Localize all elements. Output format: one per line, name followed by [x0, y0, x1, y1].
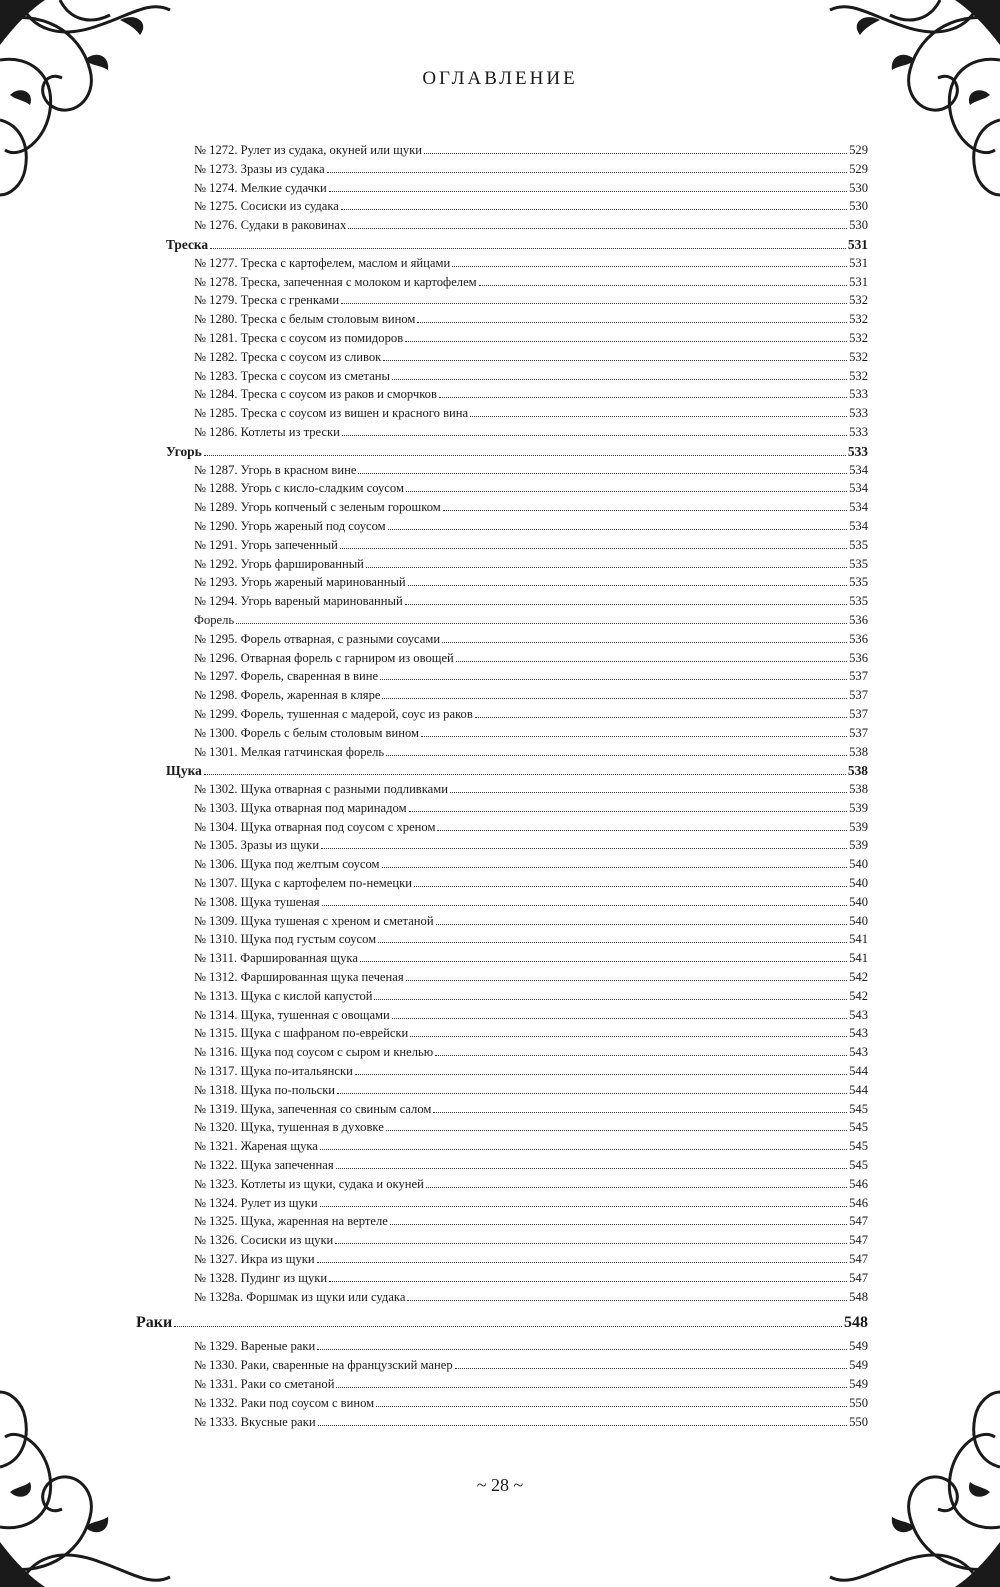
dot-leader: [426, 1187, 847, 1188]
toc-entry-page: 542: [849, 970, 868, 985]
toc-entry[interactable]: [166, 688, 868, 707]
toc-entry-title: № 1280. Треска с белым столовым вином: [194, 312, 416, 327]
toc-section-heading[interactable]: [166, 763, 868, 782]
dot-leader: [348, 228, 847, 229]
toc-entry[interactable]: [166, 1120, 868, 1139]
toc-entry-title: № 1307. Щука с картофелем по-немецки: [194, 876, 412, 891]
toc-entry[interactable]: [166, 481, 868, 500]
toc-entry-page: 530: [849, 218, 868, 233]
dot-leader: [376, 1406, 847, 1407]
toc-entry-page: 548: [849, 1289, 868, 1304]
toc-entry-title: № 1330. Раки, сваренные на французский манер: [194, 1358, 453, 1373]
toc-entry-title: № 1285. Треска с соусом из вишен и красного вина: [194, 406, 469, 421]
toc-entry-title: № 1312. Фаршированная щука печеная: [194, 970, 404, 985]
toc-entry-page: 545: [849, 1139, 868, 1154]
toc-entry[interactable]: [166, 895, 868, 914]
toc-entry-title: № 1295. Форель отварная, с разными соусами: [194, 631, 441, 646]
dot-leader: [360, 961, 847, 962]
toc-entry-page: 535: [849, 556, 868, 571]
toc-entry-title: № 1288. Угорь с кисло-сладким соусом: [194, 481, 404, 496]
dot-leader: [386, 1130, 847, 1131]
toc-entry-page: 540: [849, 894, 868, 909]
dot-leader: [414, 886, 847, 887]
toc-entry[interactable]: [166, 312, 868, 331]
toc-entry-page: 533: [847, 443, 868, 459]
toc-entry-title: № 1298. Форель, жаренная в кляре: [194, 688, 381, 703]
dot-leader: [355, 1074, 847, 1075]
toc-entry-page: 547: [849, 1270, 868, 1285]
dot-leader: [366, 567, 847, 568]
dot-leader: [390, 1224, 847, 1225]
toc-entry-page: 537: [849, 706, 868, 721]
toc-entry[interactable]: [166, 1233, 868, 1252]
toc-entry[interactable]: [166, 1339, 868, 1358]
toc-entry[interactable]: [166, 463, 868, 482]
toc-entry-page: 531: [847, 236, 868, 252]
toc-entry[interactable]: [166, 387, 868, 406]
toc-entry-title: № 1313. Щука с кислой капустой: [194, 988, 373, 1003]
toc-entry-page: 543: [849, 1007, 868, 1022]
toc-entry[interactable]: [166, 1377, 868, 1396]
toc-entry-page: 544: [849, 1064, 868, 1079]
toc-entry[interactable]: [166, 876, 868, 895]
toc-entry[interactable]: [166, 857, 868, 876]
dot-leader: [382, 698, 847, 699]
dot-leader: [321, 848, 847, 849]
dot-leader: [437, 830, 847, 831]
toc-entry-title: № 1328а. Форшмак из щуки или судака: [194, 1289, 406, 1304]
toc-entry-title: № 1304. Щука отварная под соусом с хреном: [194, 819, 436, 834]
dot-leader: [407, 1300, 847, 1301]
dot-leader: [388, 529, 847, 530]
toc-entry[interactable]: [166, 256, 868, 275]
toc-entry-title: № 1324. Рулет из щуки: [194, 1195, 318, 1210]
toc-entry[interactable]: [166, 425, 868, 444]
toc-entry[interactable]: [166, 1196, 868, 1215]
dot-leader: [456, 661, 847, 662]
toc-entry-title: № 1308. Щука тушеная: [194, 894, 320, 909]
toc-entry-title: № 1309. Щука тушеная с хреном и сметаной: [194, 913, 434, 928]
dot-leader: [383, 360, 847, 361]
toc-entry-page: 539: [849, 800, 868, 815]
toc-entry-title: № 1291. Угорь запеченный: [194, 537, 338, 552]
dot-leader: [406, 491, 847, 492]
dot-leader: [405, 604, 847, 605]
toc-entry-page: 539: [849, 819, 868, 834]
toc-entry-page: 547: [849, 1233, 868, 1248]
dot-leader: [236, 623, 847, 624]
toc-entry-title: № 1275. Сосиски из судака: [194, 199, 339, 214]
toc-entry-page: 544: [849, 1082, 868, 1097]
toc-entry-title: № 1276. Судаки в раковинах: [194, 218, 347, 233]
toc-entry[interactable]: [166, 143, 868, 162]
toc-entry[interactable]: [166, 218, 868, 237]
toc-entry-title: Форель: [194, 612, 235, 627]
toc-section-heading[interactable]: [166, 444, 868, 463]
toc-entry-title: № 1278. Треска, запеченная с молоком и картофелем: [194, 274, 477, 289]
dot-leader: [320, 1206, 847, 1207]
toc-entry[interactable]: [166, 181, 868, 200]
toc-entry[interactable]: [166, 669, 868, 688]
toc-entry-page: 540: [849, 876, 868, 891]
dot-leader: [317, 1349, 847, 1350]
toc-entry[interactable]: [166, 1158, 868, 1177]
toc-entry-title: Угорь: [166, 443, 202, 459]
toc-entry-title: № 1277. Треска с картофелем, маслом и яйцами: [194, 255, 451, 270]
toc-entry-title: № 1294. Угорь вареный маринованный: [194, 594, 403, 609]
toc-entry-page: 541: [849, 951, 868, 966]
dot-leader: [329, 1281, 847, 1282]
toc-entry-page: 537: [849, 725, 868, 740]
toc-entry-page: 535: [849, 594, 868, 609]
toc-entry-page: 545: [849, 1120, 868, 1135]
toc-entry-page: 536: [849, 631, 868, 646]
toc-entry-page: 545: [849, 1158, 868, 1173]
dot-leader: [436, 924, 848, 925]
toc-entry[interactable]: [166, 1358, 868, 1377]
toc-entry[interactable]: [166, 1026, 868, 1045]
toc-entry-page: 529: [849, 143, 868, 157]
dot-leader: [336, 1168, 847, 1169]
toc-entry-page: 529: [849, 161, 868, 176]
toc-entry[interactable]: [166, 632, 868, 651]
toc-entry[interactable]: [166, 350, 868, 369]
dot-leader: [435, 1055, 847, 1056]
toc-entry-page: 533: [849, 424, 868, 439]
toc-entry-page: 538: [849, 744, 868, 759]
toc-entry-title: Щука: [166, 763, 202, 779]
toc-entry[interactable]: [166, 1045, 868, 1064]
toc-entry-title: № 1323. Котлеты из щуки, судака и окуней: [194, 1176, 424, 1191]
toc-entry-page: 550: [849, 1414, 868, 1429]
toc-entry-page: 530: [849, 199, 868, 214]
toc-entry[interactable]: [166, 989, 868, 1008]
toc-entry-title: № 1292. Угорь фаршированный: [194, 556, 364, 571]
toc-entry[interactable]: [166, 1083, 868, 1102]
toc-entry-title: № 1305. Зразы из щуки: [194, 838, 320, 853]
toc-entry-page: 547: [849, 1214, 868, 1229]
toc-entry[interactable]: [166, 594, 868, 613]
dot-leader: [409, 811, 848, 812]
toc-entry[interactable]: [166, 951, 868, 970]
toc-entry-title: № 1321. Жареная щука: [194, 1139, 318, 1154]
dot-leader: [204, 774, 846, 775]
toc-entry-page: 531: [849, 255, 868, 270]
toc-entry-title: № 1332. Раки под соусом с вином: [194, 1395, 375, 1410]
toc-entry-page: 543: [849, 1045, 868, 1060]
toc-entry-title: № 1302. Щука отварная с разными подливками: [194, 782, 448, 797]
toc-entry[interactable]: [166, 651, 868, 670]
toc-entry-page: 550: [849, 1395, 868, 1410]
dot-leader: [320, 1149, 847, 1150]
toc-entry-page: 549: [849, 1377, 868, 1391]
toc-entry[interactable]: [166, 707, 868, 726]
toc-entry[interactable]: [166, 1008, 868, 1027]
toc-entry-page: 535: [849, 537, 868, 552]
dot-leader: [443, 510, 847, 511]
toc-entry-page: 538: [847, 763, 868, 779]
toc-entry-title: Треска: [166, 236, 209, 252]
toc-entry-page: 531: [849, 274, 868, 289]
toc-entry-title: № 1287. Угорь в красном вине: [194, 462, 357, 477]
page-title: ОГЛАВЛЕНИЕ: [422, 68, 578, 89]
dot-leader: [329, 191, 847, 192]
toc-entry-title: № 1299. Форель, тушенная с мадерой, соус из раков: [194, 706, 473, 721]
toc-entry-title: № 1316. Щука под соусом с сыром и кнелью: [194, 1045, 434, 1060]
dot-leader: [335, 1243, 847, 1244]
toc-entry-page: 535: [849, 575, 868, 590]
toc-entry-page: 537: [849, 669, 868, 684]
toc-entry-page: 536: [849, 612, 868, 627]
toc-entry-page: 532: [849, 330, 868, 345]
dot-leader: [386, 755, 847, 756]
toc-entry-page: 549: [849, 1358, 868, 1373]
toc-entry[interactable]: [166, 199, 868, 218]
dot-leader: [317, 1262, 847, 1263]
toc-entry-title: № 1279. Треска с гренками: [194, 293, 340, 308]
toc-entry[interactable]: [166, 838, 868, 857]
toc-entry-page: 537: [849, 688, 868, 703]
toc-section-heading[interactable]: [166, 237, 868, 256]
dot-leader: [336, 1387, 847, 1388]
dot-leader: [392, 379, 847, 380]
toc-entry[interactable]: [166, 1214, 868, 1233]
table-of-contents: [136, 143, 868, 1433]
toc-entry-page: 534: [849, 462, 868, 477]
dot-leader: [417, 322, 847, 323]
toc-entry-page: 538: [849, 782, 868, 797]
toc-entry[interactable]: [166, 575, 868, 594]
dot-leader: [341, 209, 847, 210]
dot-leader: [433, 1112, 847, 1113]
toc-entry-page: 532: [849, 368, 868, 383]
toc-entry-page: 532: [849, 349, 868, 364]
toc-entry-page: 534: [849, 518, 868, 533]
toc-entry-title: № 1319. Щука, запеченная со свиным салом: [194, 1101, 432, 1116]
toc-entry-page: 530: [849, 180, 868, 195]
toc-entry-page: 546: [849, 1176, 868, 1191]
toc-entry-title: № 1317. Щука по-итальянски: [194, 1064, 353, 1079]
toc-entry[interactable]: [166, 1396, 868, 1415]
toc-entry-title: № 1306. Щука под желтым соусом: [194, 857, 380, 872]
dot-leader: [452, 266, 847, 267]
dot-leader: [421, 736, 847, 737]
toc-entry[interactable]: [166, 1252, 868, 1271]
toc-entry-title: № 1328. Пудинг из щуки: [194, 1270, 328, 1285]
toc-entry[interactable]: [166, 1102, 868, 1121]
toc-entry[interactable]: [166, 293, 868, 312]
toc-entry-title: № 1297. Форель, сваренная в вине: [194, 669, 379, 684]
dot-leader: [450, 792, 847, 793]
toc-entry-page: 532: [849, 293, 868, 308]
toc-entry-title: № 1320. Щука, тушенная в духовке: [194, 1120, 384, 1135]
toc-entry-page: 532: [849, 312, 868, 327]
toc-entry-title: № 1301. Мелкая гатчинская форель: [194, 744, 385, 759]
dot-leader: [204, 455, 846, 456]
toc-entry[interactable]: [166, 801, 868, 820]
toc-entry-title: № 1322. Щука запеченная: [194, 1158, 334, 1173]
dot-leader: [358, 473, 847, 474]
toc-entry[interactable]: [166, 500, 868, 519]
toc-entry[interactable]: [166, 914, 868, 933]
dot-leader: [340, 548, 847, 549]
toc-entry-page: 549: [849, 1339, 868, 1354]
toc-entry-title: № 1274. Мелкие судачки: [194, 180, 327, 195]
toc-entry-page: 540: [849, 913, 868, 928]
toc-entry-page: 534: [849, 500, 868, 515]
toc-entry[interactable]: [166, 726, 868, 745]
toc-entry-title: № 1311. Фаршированная щука: [194, 951, 358, 966]
toc-entry-page: 548: [844, 1314, 868, 1332]
toc-entry-title: № 1283. Треска с соусом из сметаны: [194, 368, 390, 383]
dot-leader: [337, 1093, 847, 1094]
toc-entry-title: № 1290. Угорь жареный под соусом: [194, 518, 386, 533]
dot-leader: [392, 1018, 847, 1019]
toc-entry[interactable]: [166, 745, 868, 764]
toc-chapter-heading[interactable]: [136, 1314, 868, 1337]
dot-leader: [475, 717, 847, 718]
dot-leader: [424, 153, 847, 154]
toc-entry-title: № 1272. Рулет из судака, окуней или щуки: [194, 143, 423, 157]
toc-entry[interactable]: [166, 557, 868, 576]
toc-entry-page: 539: [849, 838, 868, 853]
toc-entry[interactable]: [166, 1415, 868, 1434]
toc-entry[interactable]: [166, 932, 868, 951]
toc-entry-page: 546: [849, 1195, 868, 1210]
dot-leader: [342, 435, 847, 436]
dot-leader: [341, 303, 847, 304]
toc-entry-title: № 1273. Зразы из судака: [194, 161, 325, 176]
toc-entry-title: № 1286. Котлеты из трески: [194, 424, 340, 439]
dot-leader: [455, 1368, 847, 1369]
page-number: ~ 28 ~: [476, 1475, 524, 1495]
dot-leader: [439, 397, 847, 398]
toc-entry[interactable]: [166, 406, 868, 425]
toc-entry-title: № 1329. Вареные раки: [194, 1339, 316, 1354]
toc-entry-title: № 1318. Щука по-польски: [194, 1082, 336, 1097]
toc-entry-page: 542: [849, 988, 868, 1003]
toc-entry-title: № 1310. Щука под густым соусом: [194, 932, 377, 947]
dot-leader: [327, 172, 847, 173]
toc-entry-title: № 1284. Треска с соусом из раков и сморчков: [194, 387, 437, 402]
dot-leader: [410, 1036, 847, 1037]
dot-leader: [442, 642, 847, 643]
toc-entry-page: 533: [849, 406, 868, 421]
toc-entry-page: 545: [849, 1101, 868, 1116]
toc-entry[interactable]: [166, 162, 868, 181]
dot-leader: [380, 679, 847, 680]
toc-entry[interactable]: [166, 1290, 868, 1309]
dot-leader: [470, 416, 847, 417]
toc-entry-page: 536: [849, 650, 868, 665]
toc-entry-title: № 1282. Треска с соусом из сливок: [194, 349, 382, 364]
toc-entry-title: № 1296. Отварная форель с гарниром из овощей: [194, 650, 454, 665]
toc-entry-title: № 1303. Щука отварная под маринадом: [194, 800, 407, 815]
toc-entry-title: № 1293. Угорь жареный маринованный: [194, 575, 406, 590]
toc-entry-title: № 1327. Икра из щуки: [194, 1252, 315, 1267]
dot-leader: [382, 867, 848, 868]
toc-entry-page: 534: [849, 481, 868, 496]
toc-entry[interactable]: [166, 331, 868, 350]
toc-entry[interactable]: [166, 1177, 868, 1196]
toc-entry[interactable]: [166, 538, 868, 557]
toc-entry-page: 541: [849, 932, 868, 947]
toc-entry[interactable]: [166, 1271, 868, 1290]
toc-entry-title: № 1331. Раки со сметаной: [194, 1377, 335, 1391]
toc-entry-title: № 1314. Щука, тушенная с овощами: [194, 1007, 390, 1022]
toc-entry[interactable]: [166, 369, 868, 388]
toc-entry[interactable]: [166, 782, 868, 801]
toc-entry[interactable]: [166, 1139, 868, 1158]
dot-leader: [405, 341, 847, 342]
dot-leader: [378, 942, 847, 943]
toc-plain-heading[interactable]: [166, 613, 868, 632]
dot-leader: [479, 285, 847, 286]
toc-entry-title: № 1333. Вкусные раки: [194, 1414, 316, 1429]
toc-entry-title: № 1326. Сосиски из щуки: [194, 1233, 334, 1248]
toc-entry-page: 540: [849, 857, 868, 872]
toc-entry-title: № 1315. Щука с шафраном по-еврейски: [194, 1026, 409, 1041]
toc-entry-page: 543: [849, 1026, 868, 1041]
dot-leader: [374, 999, 847, 1000]
toc-entry-page: 533: [849, 387, 868, 402]
toc-entry-title: Раки: [136, 1314, 173, 1332]
toc-entry[interactable]: [166, 275, 868, 294]
toc-entry[interactable]: [166, 519, 868, 538]
dot-leader: [174, 1326, 842, 1327]
toc-entry[interactable]: [166, 820, 868, 839]
dot-leader: [318, 1425, 848, 1426]
toc-entry-title: № 1300. Форель с белым столовым вином: [194, 725, 420, 740]
dot-leader: [406, 980, 847, 981]
toc-entry-page: 547: [849, 1252, 868, 1267]
dot-leader: [210, 248, 846, 249]
dot-leader: [408, 585, 847, 586]
toc-entry[interactable]: [166, 1064, 868, 1083]
toc-entry[interactable]: [166, 970, 868, 989]
toc-entry-title: № 1281. Треска с соусом из помидоров: [194, 330, 404, 345]
toc-entry-title: № 1325. Щука, жаренная на вертеле: [194, 1214, 388, 1229]
dot-leader: [322, 905, 848, 906]
toc-entry-title: № 1289. Угорь копченый с зеленым горошком: [194, 500, 441, 515]
